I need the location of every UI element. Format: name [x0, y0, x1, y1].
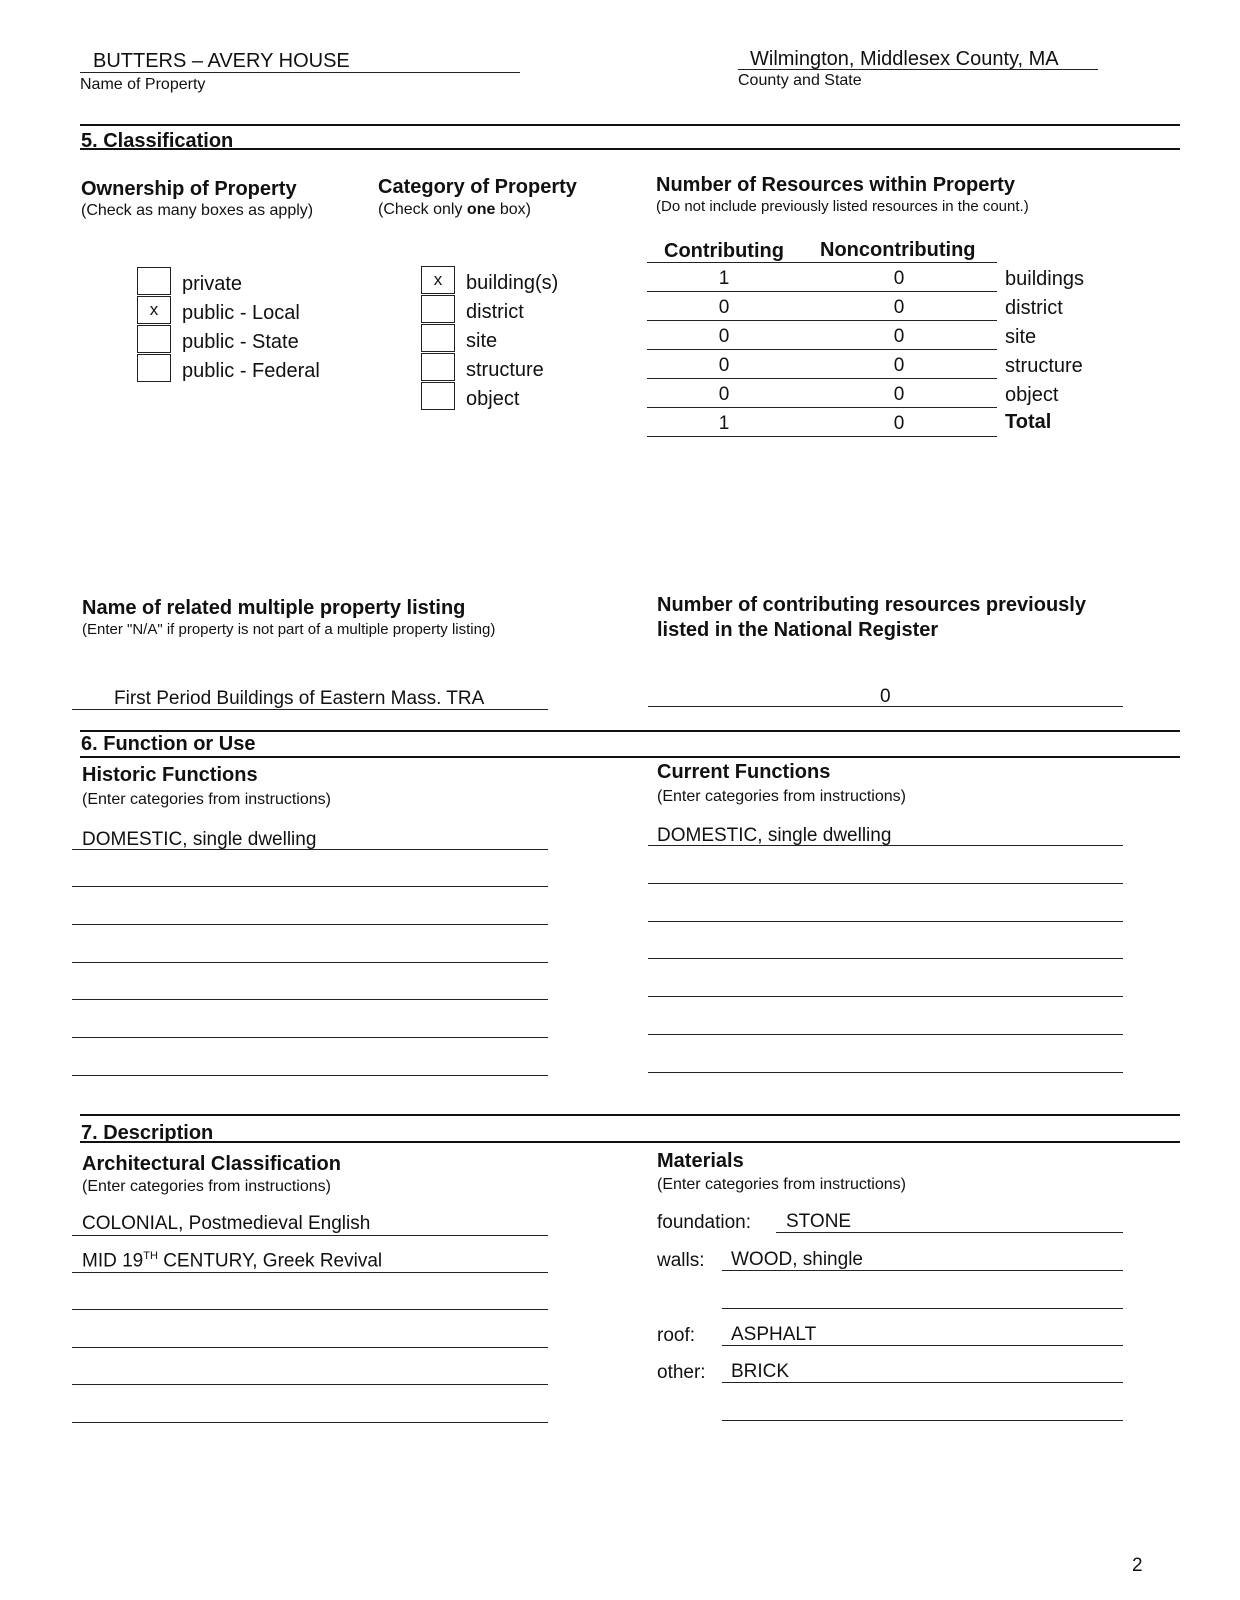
current-functions-subtitle: (Enter categories from instructions)	[657, 788, 906, 805]
category-checkbox-structure[interactable]	[421, 353, 455, 381]
other-value: BRICK	[731, 1361, 790, 1382]
county-state-underline	[738, 69, 1098, 70]
current-line	[648, 845, 1123, 846]
resources-structure-label: structure	[1005, 355, 1083, 377]
walls-value: WOOD, shingle	[731, 1249, 863, 1270]
section-7-top-rule	[80, 1114, 1180, 1116]
resources-site-noncontributing: 0	[893, 326, 905, 347]
section-6-top-rule	[80, 730, 1180, 732]
category-subtitle-bold: one	[466, 201, 496, 218]
multiple-listing-value: First Period Buildings of Eastern Mass. TRA	[114, 688, 485, 709]
category-subtitle-prefix: (Check only	[378, 201, 467, 218]
other-line-extra	[722, 1420, 1123, 1421]
section-7-title: 7. Description	[81, 1122, 214, 1144]
multiple-listing-subtitle: (Enter "N/A" if property is not part of a multiple property listing)	[82, 621, 496, 638]
multiple-listing-underline	[72, 709, 548, 710]
section-7-bottom-rule	[80, 1141, 1180, 1143]
architectural-line	[72, 1309, 548, 1310]
category-label-object: object	[466, 388, 520, 410]
architectural-entry-2-sup: TH	[143, 1250, 158, 1262]
previously-listed-title-1: Number of contributing resources previously	[657, 594, 1086, 616]
section-5-bottom-rule	[80, 148, 1180, 150]
architectural-entry-2-suffix: CENTURY, Greek Revival	[157, 1250, 383, 1272]
architectural-line	[72, 1235, 548, 1236]
historic-functions-subtitle: (Enter categories from instructions)	[82, 791, 331, 808]
resources-structure-noncontributing: 0	[893, 355, 905, 376]
resources-buildings-label: buildings	[1005, 268, 1084, 290]
historic-functions-title: Historic Functions	[82, 764, 258, 786]
property-name-label: Name of Property	[80, 76, 206, 93]
resources-row-rule	[647, 378, 997, 379]
resources-site-contributing: 0	[718, 326, 730, 347]
county-state-label: County and State	[738, 72, 862, 89]
section-5-title: 5. Classification	[81, 130, 234, 152]
current-line	[648, 883, 1123, 884]
previously-listed-value: 0	[880, 686, 891, 707]
roof-line	[722, 1345, 1123, 1346]
resources-header-rule	[647, 262, 997, 263]
resources-structure-contributing: 0	[718, 355, 730, 376]
architectural-subtitle: (Enter categories from instructions)	[82, 1178, 331, 1195]
architectural-title: Architectural Classification	[82, 1153, 341, 1175]
ownership-label-public-state: public - State	[182, 331, 299, 353]
architectural-entry-2-prefix: MID 19	[82, 1250, 144, 1272]
materials-subtitle: (Enter categories from instructions)	[657, 1176, 906, 1193]
resources-total-label: Total	[1005, 411, 1052, 433]
resources-district-noncontributing: 0	[893, 297, 905, 318]
property-name-underline	[80, 72, 520, 73]
ownership-checkbox-public-state[interactable]	[137, 325, 171, 353]
col-contributing: Contributing	[664, 240, 784, 262]
resources-subtitle: (Do not include previously listed resources in the count.)	[656, 198, 1029, 215]
architectural-entry-2	[82, 1250, 382, 1272]
resources-total-noncontributing: 0	[893, 413, 905, 434]
other-label: other:	[657, 1362, 706, 1383]
resources-total-rule	[647, 436, 997, 437]
category-checkbox-district[interactable]	[421, 295, 455, 323]
foundation-value: STONE	[786, 1211, 852, 1232]
historic-function-entry: DOMESTIC, single dwelling	[82, 829, 317, 850]
category-label-site: site	[466, 330, 498, 352]
current-line	[648, 921, 1123, 922]
resources-row-rule	[647, 291, 997, 292]
current-function-entry: DOMESTIC, single dwelling	[657, 825, 892, 846]
ownership-label-public-local: public - Local	[182, 302, 300, 324]
resources-row-rule	[647, 407, 997, 408]
multiple-listing-title: Name of related multiple property listing	[82, 597, 466, 619]
ownership-subtitle: (Check as many boxes as apply)	[81, 202, 314, 219]
ownership-checkbox-private[interactable]	[137, 267, 171, 295]
resources-object-label: object	[1005, 384, 1059, 406]
category-label-district: district	[466, 301, 524, 323]
resources-total-contributing: 1	[718, 413, 730, 434]
ownership-checkbox-public-local[interactable]: x	[137, 296, 171, 324]
historic-line	[72, 1037, 548, 1038]
historic-line	[72, 962, 548, 963]
resources-object-noncontributing: 0	[893, 384, 905, 405]
walls-label: walls:	[657, 1250, 705, 1271]
other-line	[722, 1382, 1123, 1383]
category-subtitle	[378, 201, 531, 219]
current-line	[648, 1072, 1123, 1073]
walls-line	[722, 1270, 1123, 1271]
ownership-label-public-federal: public - Federal	[182, 360, 320, 382]
current-line	[648, 958, 1123, 959]
materials-title: Materials	[657, 1150, 744, 1172]
resources-district-label: district	[1005, 297, 1063, 319]
architectural-entry-1: COLONIAL, Postmedieval English	[82, 1213, 371, 1234]
col-noncontributing: Noncontributing	[820, 239, 976, 261]
historic-line	[72, 924, 548, 925]
category-title: Category of Property	[378, 176, 577, 198]
previously-listed-underline	[648, 706, 1123, 707]
resources-row-rule	[647, 349, 997, 350]
resources-buildings-noncontributing: 0	[893, 268, 905, 289]
ownership-label-private: private	[182, 273, 243, 295]
historic-line	[72, 1075, 548, 1076]
section-6-bottom-rule	[80, 756, 1180, 758]
current-functions-title: Current Functions	[657, 761, 831, 783]
foundation-label: foundation:	[657, 1212, 752, 1233]
county-state: Wilmington, Middlesex County, MA	[750, 48, 1059, 70]
category-checkbox-site[interactable]	[421, 324, 455, 352]
architectural-line	[72, 1422, 548, 1423]
resources-buildings-contributing: 1	[718, 268, 730, 289]
current-line	[648, 1034, 1123, 1035]
historic-line	[72, 849, 548, 850]
roof-label: roof:	[657, 1325, 696, 1346]
category-label-structure: structure	[466, 359, 544, 381]
category-checkbox-object[interactable]	[421, 382, 455, 410]
page-number: 2	[1132, 1555, 1143, 1576]
walls-line-extra	[722, 1308, 1123, 1309]
section-5-top-rule	[80, 124, 1180, 126]
category-checkbox-buildings[interactable]: x	[421, 266, 455, 294]
ownership-title: Ownership of Property	[81, 178, 297, 200]
historic-line	[72, 886, 548, 887]
historic-line	[72, 999, 548, 1000]
roof-value: ASPHALT	[731, 1324, 817, 1345]
resources-title: Number of Resources within Property	[656, 174, 1015, 196]
resources-object-contributing: 0	[718, 384, 730, 405]
ownership-checkbox-public-federal[interactable]	[137, 354, 171, 382]
foundation-line	[776, 1232, 1123, 1233]
current-line	[648, 996, 1123, 997]
resources-site-label: site	[1005, 326, 1037, 348]
section-6-title: 6. Function or Use	[81, 733, 256, 755]
previously-listed-title-2: listed in the National Register	[657, 619, 939, 641]
architectural-line	[72, 1384, 548, 1385]
property-name: BUTTERS – AVERY HOUSE	[93, 50, 350, 72]
resources-row-rule	[647, 320, 997, 321]
category-subtitle-suffix: box)	[495, 201, 531, 218]
architectural-line	[72, 1347, 548, 1348]
category-label-buildings: building(s)	[466, 272, 559, 294]
architectural-line	[72, 1272, 548, 1273]
resources-district-contributing: 0	[718, 297, 730, 318]
